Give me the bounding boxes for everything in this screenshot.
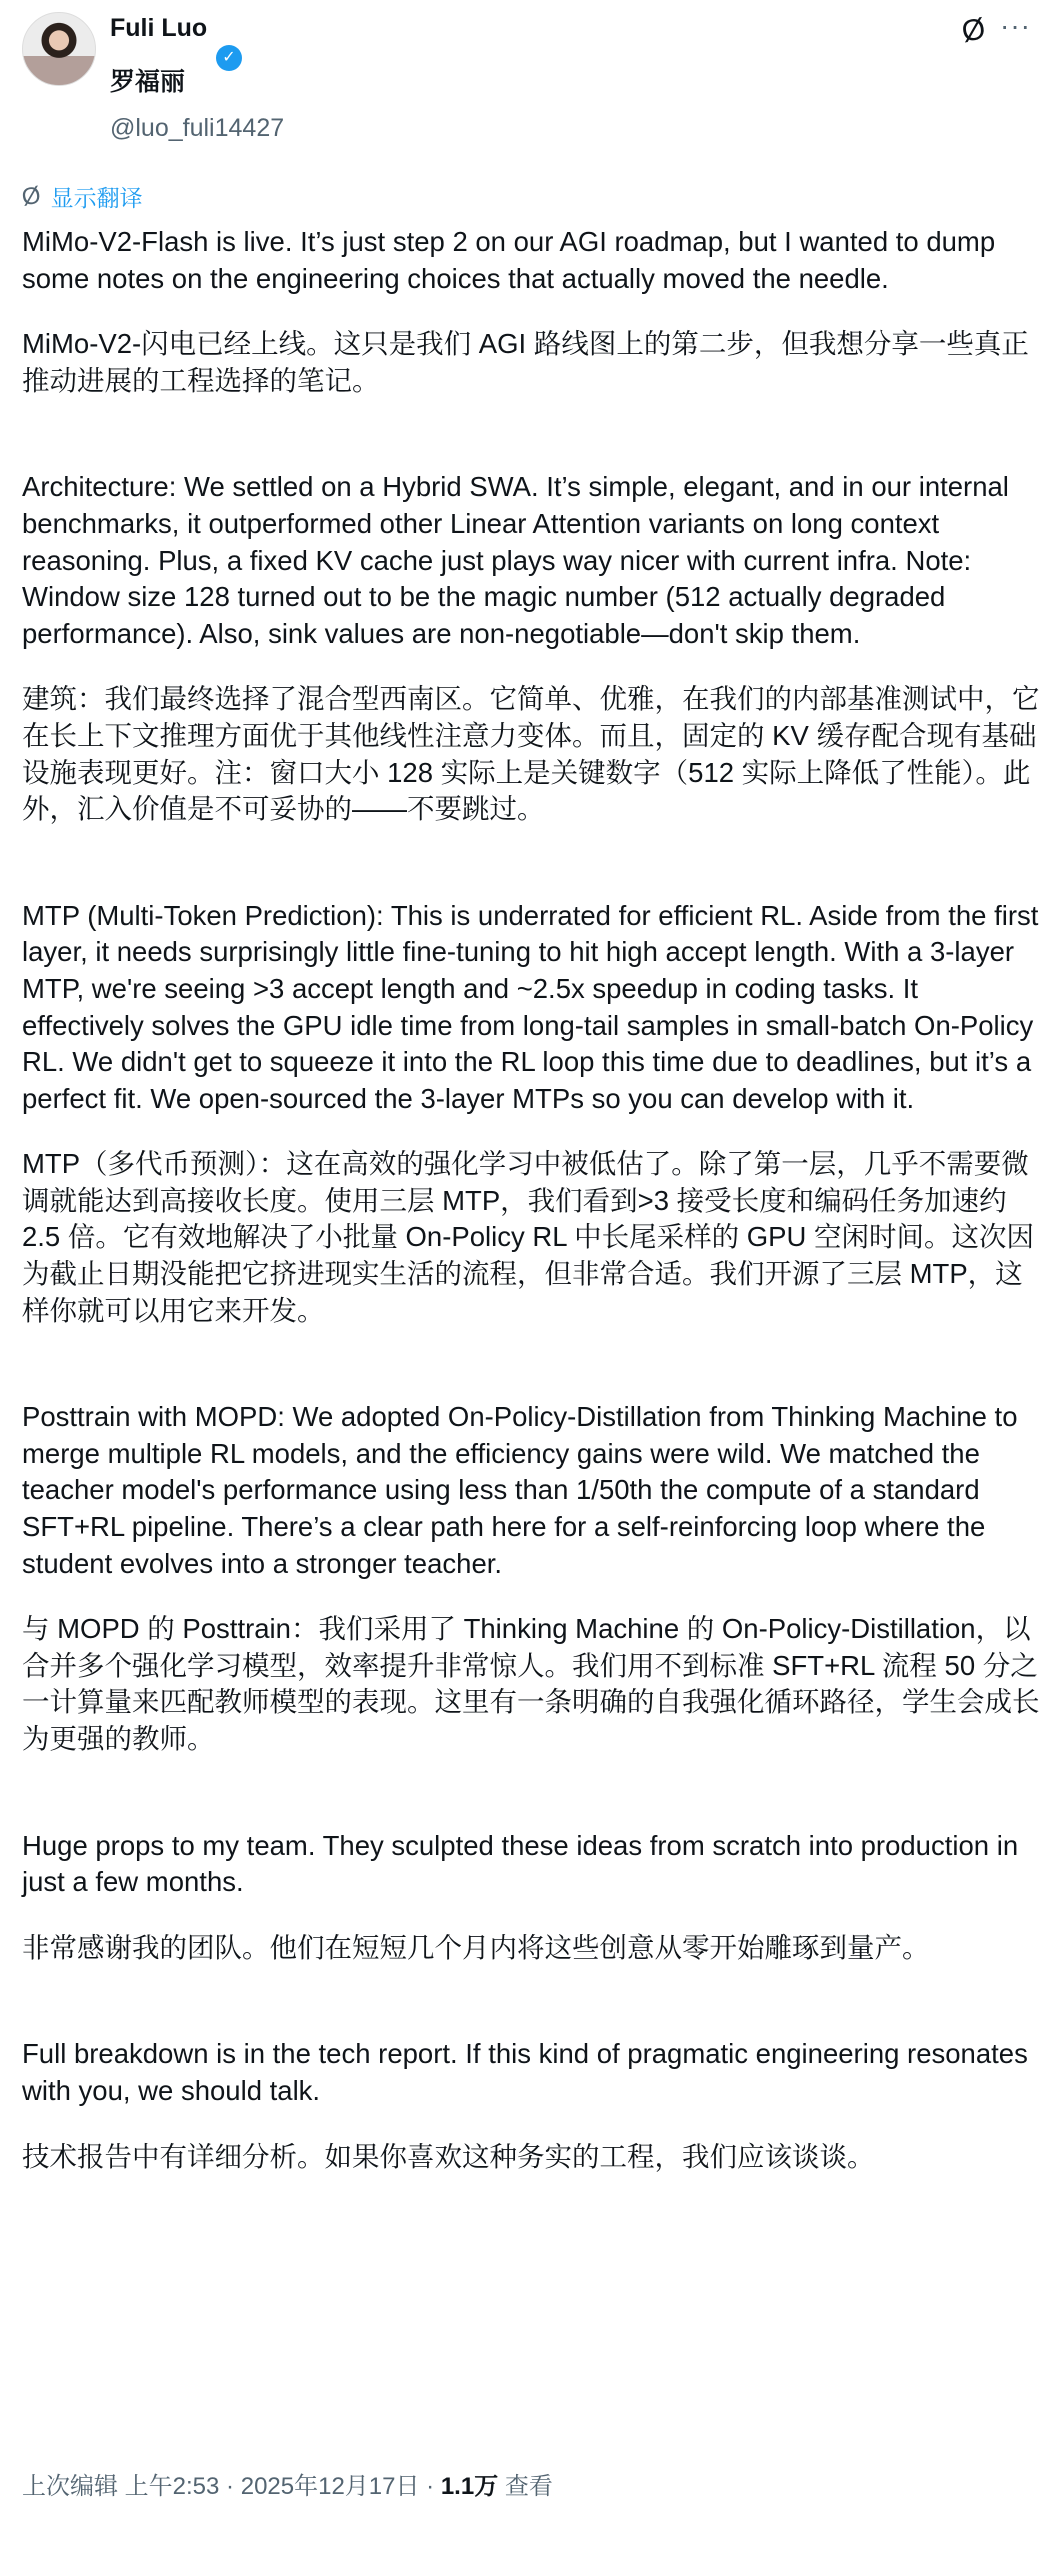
grok-icon[interactable]: Ø <box>959 12 988 49</box>
paragraph-cn: 非常感谢我的团队。他们在短短几个月内将这些创意从零开始雕琢到量产。 <box>22 1931 930 1963</box>
paragraph-cn: 与 MOPD 的 Posttrain：我们采用了 Thinking Machine 的 On-Policy-Distillation，以合并多个强化学习模型，效率提升非常惊人。我们用不到标准 SFT+RL 流程 50 分之一计算量来匹配教师模型的表现。这里有一条明确的自我强化循环路径，学生会成长为更强的教师。 <box>22 1613 1040 1754</box>
author-name[interactable]: Fuli Luo <box>110 14 208 42</box>
more-options-icon[interactable]: ··· <box>1000 10 1031 41</box>
separator: · <box>419 2473 441 2500</box>
edited-label[interactable]: 上次编辑 <box>22 2473 118 2500</box>
author-name-cn[interactable]: 罗福丽 <box>110 68 186 96</box>
author-handle[interactable]: @luo_fuli14427 <box>110 114 285 142</box>
post-body <box>22 224 1047 2175</box>
translate-icon: Ø <box>19 181 43 211</box>
paragraph-en: MiMo-V2-Flash is live. It’s just step 2 on our AGI roadmap, but I wanted to dump some notes on the engineering choices that actually moved the needle. <box>22 226 1003 294</box>
show-translation-label: 显示翻译 <box>50 185 143 211</box>
paragraph-en: Posttrain with MOPD: We adopted On-Policy-Distillation from Thinking Machine to merge multiple RL models, and the efficiency gains were wild. We matched the teacher model's performance using less than 1/50th the compute of a standard SFT+RL pipeline. There’s a clear path here for a self-reinforcing loop where the student evolves into a stronger teacher. <box>22 1401 1026 1579</box>
views-label: 查看 <box>504 2473 553 2500</box>
avatar[interactable] <box>22 12 96 86</box>
post-time[interactable]: 上午2:53 <box>124 2473 220 2500</box>
post-date[interactable]: 2025年12月17日 <box>240 2473 420 2500</box>
paragraph-en: Architecture: We settled on a Hybrid SWA. It’s simple, elegant, and in our internal benchmarks, it outperformed other Linear Attention variants on long context reasoning. Plus, a fixed KV cache just plays way nicer with current infra. Note: Window size 128 turned out to be the magic number (512 actually degraded performance). Also, sink values are non-negotiable—don't skip them. <box>22 471 1017 649</box>
show-translation-link[interactable] <box>19 180 143 213</box>
paragraph-cn: 技术报告中有详细分析。如果你喜欢这种务实的工程，我们应该谈谈。 <box>22 2140 875 2172</box>
paragraph-cn: MTP（多代币预测）：这在高效的强化学习中被低估了。除了第一层，几乎不需要微调就能达到高接收长度。使用三层 MTP，我们看到>3 接受长度和编码任务加速约 2.5 倍。它有效地解决了小批量 On-Policy RL 中长尾采样的 GPU 空闲时间。这次因为截止日期没能把它挤进现实生活的流程，但非常合适。我们开源了三层 MTP，这样你就可以用它来开发。 <box>22 1148 1034 1326</box>
separator: · <box>219 2473 241 2500</box>
views-count: 1.1万 <box>440 2473 499 2500</box>
paragraph-cn: 建筑：我们最终选择了混合型西南区。它简单、优雅，在我们的内部基准测试中，它在长上下文推理方面优于其他线性注意力变体。而且，固定的 KV 缓存配合现有基础设施表现更好。注：窗口大小 128 实际上是关键数字（512 实际上降低了性能）。此外，汇入价值是不可妥协的——不要跳过。 <box>22 683 1040 825</box>
paragraph-en: Huge props to my team. They sculpted these ideas from scratch into production in just a few months. <box>22 1829 1026 1898</box>
verified-badge-icon[interactable]: ✓ <box>216 45 242 71</box>
paragraph-cn: MiMo-V2-闪电已经上线。这只是我们 AGI 路线图上的第二步，但我想分享一些真正推动进展的工程选择的笔记。 <box>22 328 1029 396</box>
post-meta <box>22 2466 553 2501</box>
paragraph-en: MTP (Multi-Token Prediction): This is underrated for efficient RL. Aside from the first layer, it needs surprisingly little fine-tuning to hit high accept length. With a 3-layer MTP, we're seeing >3 accept length and ~2.5x speedup in coding tasks. It effectively solves the GPU idle time from long-tail samples in small-batch On-Policy RL. We didn't get to squeeze it into the RL loop this time due to deadlines, but it’s a perfect fit. We open-sourced the 3-layer MTPs so you can develop with it. <box>22 899 1047 1114</box>
paragraph-en: Full breakdown is in the tech report. If this kind of pragmatic engineering resonates with you, we should talk. <box>22 2038 1036 2106</box>
